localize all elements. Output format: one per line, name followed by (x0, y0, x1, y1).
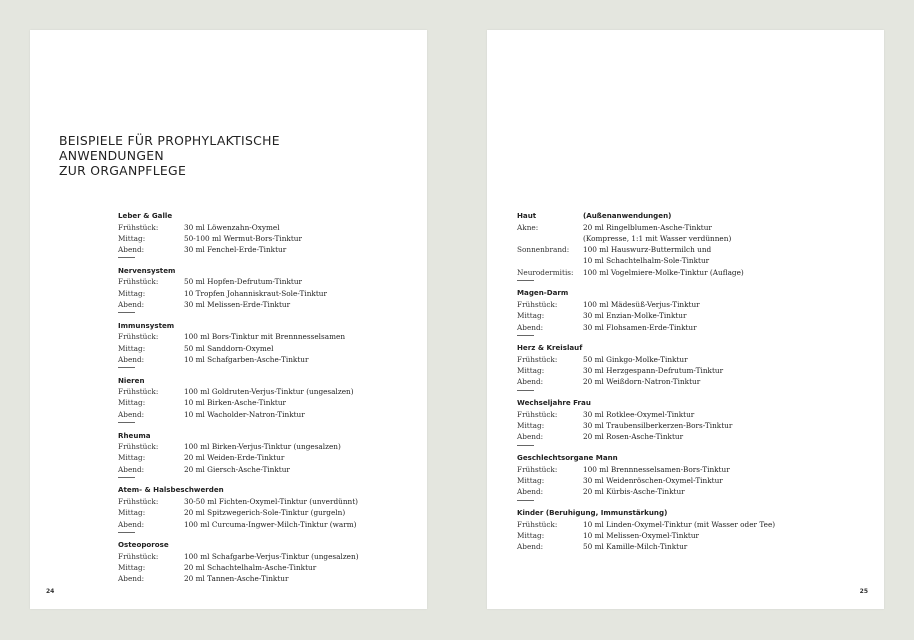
dosage-value: 50 ml Sanddorn-Oxymel (184, 343, 274, 353)
title-line: ANWENDUNGEN (59, 148, 164, 163)
section-heading (517, 342, 882, 354)
dosage-time-label: Frühstück: (517, 409, 558, 419)
section (118, 210, 418, 258)
dosage-value: 20 ml Tannen-Asche-Tinktur (184, 574, 289, 584)
dosage-value: 20 ml Giersch-Asche-Tinktur (184, 464, 290, 474)
dosage-row (517, 431, 882, 442)
dosage-time-label: Mittag: (118, 233, 146, 243)
dosage-time-label: Frühstück: (517, 519, 558, 529)
section-heading-text: Haut (517, 211, 537, 220)
dosage-row (517, 475, 882, 486)
dosage-row (118, 507, 418, 518)
dosage-value: 10 ml Schachtelhalm-Sole-Tinktur (583, 256, 710, 266)
dosage-time-label: Mittag: (118, 343, 146, 353)
dosage-row (517, 541, 882, 552)
dosage-value: 10 Tropfen Johanniskraut-Sole-Tinktur (184, 288, 327, 298)
dosage-value: 30 ml Melissen-Erde-Tinktur (184, 299, 291, 309)
dosage-row (118, 464, 418, 475)
dosage-time-label: Abend: (118, 574, 145, 584)
dosage-time-label: Akne: (517, 222, 539, 232)
section-heading-text: Immunsystem (118, 320, 175, 330)
dosage-row (118, 299, 418, 310)
dosage-row (118, 551, 418, 562)
section-divider (118, 532, 135, 533)
dosage-row (118, 276, 418, 287)
dosage-row (517, 486, 882, 497)
dosage-value: 100 ml Curcuma-Ingwer-Milch-Tinktur (warm) (184, 519, 357, 529)
dosage-value: 20 ml Schachtelhalm-Asche-Tinktur (184, 563, 317, 573)
dosage-time-label: Abend: (118, 354, 145, 364)
dosage-value: 20 ml Weißdorn-Natron-Tinktur (583, 377, 701, 387)
dosage-time-label: Abend: (517, 432, 544, 442)
dosage-time-label: Frühstück: (118, 277, 159, 287)
dosage-row (517, 267, 882, 278)
section (517, 397, 882, 445)
dosage-time-label: Abend: (517, 322, 544, 332)
dosage-value: 50 ml Ginkgo-Molke-Tinktur (583, 354, 688, 364)
dosage-row (517, 233, 882, 244)
dosage-time-label: Frühstück: (118, 332, 159, 342)
dosage-row (118, 562, 418, 573)
dosage-time-label: Abend: (118, 245, 145, 255)
dosage-value: 10 ml Wacholder-Natron-Tinktur (184, 409, 305, 419)
dosage-row (118, 409, 418, 420)
dosage-value: 100 ml Hauswurz-Buttermilch und (583, 245, 712, 255)
dosage-time-label: Frühstück: (118, 387, 159, 397)
dosage-row (517, 322, 882, 333)
section (517, 342, 882, 390)
dosage-time-label: Mittag: (517, 311, 545, 321)
dosage-row (118, 288, 418, 299)
dosage-value: 20 ml Kürbis-Asche-Tinktur (583, 487, 685, 497)
dosage-value: 30 ml Weidenröschen-Oxymel-Tinktur (583, 475, 723, 485)
section-heading (517, 287, 882, 299)
dosage-time-label: Mittag: (118, 563, 146, 573)
dosage-time-label: Abend: (517, 487, 544, 497)
dosage-row (517, 354, 882, 365)
dosage-row (517, 519, 882, 530)
dosage-row (517, 365, 882, 376)
section (118, 320, 418, 368)
section (118, 265, 418, 313)
section-divider (517, 390, 534, 391)
dosage-value: 100 ml Brennnesselsamen-Bors-Tinktur (583, 464, 730, 474)
dosage-row (517, 255, 882, 266)
dosage-time-label: Mittag: (118, 398, 146, 408)
dosage-time-label: Frühstück: (517, 354, 558, 364)
section-heading-text: Geschlechtsorgane Mann (517, 453, 618, 463)
dosage-row (517, 420, 882, 431)
dosage-time-label: Abend: (517, 542, 544, 552)
section-heading-text: Atem- & Halsbeschwerden (118, 485, 224, 495)
section-heading-note: (Außenanwendungen) (583, 211, 672, 220)
dosage-value: 20 ml Ringelblumen-Asche-Tinktur (583, 222, 712, 232)
section (118, 539, 418, 584)
dosage-value: 30 ml Enzian-Molke-Tinktur (583, 311, 687, 321)
section-divider (118, 422, 135, 423)
dosage-row (118, 343, 418, 354)
dosage-value: 100 ml Schafgarbe-Verjus-Tinktur (ungesalzen) (184, 551, 359, 561)
dosage-row (517, 299, 882, 310)
dosage-time-label: Mittag: (118, 508, 146, 518)
dosage-time-label: Mittag: (517, 421, 545, 431)
dosage-time-label: Abend: (517, 377, 544, 387)
title-line: BEISPIELE FÜR PROPHYLAKTISCHE (59, 133, 280, 148)
dosage-value: 100 ml Bors-Tinktur mit Brennnesselsamen (184, 332, 346, 342)
dosage-row (517, 409, 882, 420)
dosage-value: 30 ml Fenchel-Erde-Tinktur (184, 245, 287, 255)
dosage-value: 30 ml Traubensilberkerzen-Bors-Tinktur (583, 421, 733, 431)
dosage-time-label: Frühstück: (517, 299, 558, 309)
dosage-row (118, 386, 418, 397)
section-heading (118, 484, 418, 496)
page-title (59, 133, 280, 178)
section-heading (118, 430, 418, 442)
dosage-value: 50 ml Hopfen-Defrutum-Tinktur (184, 277, 303, 287)
dosage-row (118, 496, 418, 507)
dosage-row (517, 244, 882, 255)
dosage-row (517, 376, 882, 387)
section-heading-text: Nieren (118, 375, 145, 385)
section-divider (517, 500, 534, 501)
page-number: 25 (859, 588, 868, 595)
left-page (30, 30, 427, 609)
dosage-row (118, 397, 418, 408)
right-column (517, 210, 882, 559)
dosage-time-label: Mittag: (517, 366, 545, 376)
dosage-row (118, 222, 418, 233)
dosage-value: 100 ml Vogelmiere-Molke-Tinktur (Auflage) (583, 267, 744, 277)
section-divider (517, 335, 534, 336)
dosage-time-label: Mittag: (517, 530, 545, 540)
dosage-time-label: Frühstück: (118, 551, 159, 561)
section-heading (118, 320, 418, 332)
section-heading-text: Nervensystem (118, 265, 176, 275)
dosage-time-label: Frühstück: (118, 442, 159, 452)
dosage-time-label: Abend: (118, 409, 145, 419)
section-heading-text: Herz & Kreislauf (517, 343, 583, 353)
section-heading-text: Osteoporose (118, 540, 169, 550)
dosage-time-label: Abend: (118, 299, 145, 309)
title-line: ZUR ORGANPFLEGE (59, 163, 187, 178)
section-heading (118, 210, 418, 222)
dosage-value: 20 ml Rosen-Asche-Tinktur (583, 432, 684, 442)
section-divider (517, 445, 534, 446)
section-heading (517, 452, 882, 464)
section-heading-text: Kinder (Beruhigung, Immunstärkung) (517, 508, 668, 518)
dosage-value: (Kompresse, 1:1 mit Wasser verdünnen) (583, 233, 732, 243)
section-divider (517, 280, 534, 281)
dosage-row (118, 244, 418, 255)
section-heading-text: Leber & Galle (118, 211, 173, 220)
dosage-time-label: Sonnenbrand: (517, 245, 570, 255)
section-heading-text: Magen-Darm (517, 288, 569, 298)
dosage-value: 10 ml Schafgarben-Asche-Tinktur (184, 354, 309, 364)
dosage-value: 30 ml Löwenzahn-Oxymel (184, 222, 280, 232)
section-heading (118, 375, 418, 387)
dosage-row (118, 573, 418, 584)
dosage-row (517, 530, 882, 541)
section-heading (118, 265, 418, 277)
dosage-time-label: Frühstück: (517, 464, 558, 474)
section-heading-text: Rheuma (118, 430, 151, 440)
dosage-value: 100 ml Birken-Verjus-Tinktur (ungesalzen) (184, 442, 341, 452)
dosage-time-label: Abend: (118, 519, 145, 529)
dosage-value: 50 ml Kamille-Milch-Tinktur (583, 542, 688, 552)
dosage-value: 50-100 ml Wermut-Bors-Tinktur (184, 233, 302, 243)
dosage-row (118, 331, 418, 342)
section (517, 287, 882, 335)
dosage-value: 30 ml Flohsamen-Erde-Tinktur (583, 322, 697, 332)
dosage-value: 10 ml Birken-Asche-Tinktur (184, 398, 287, 408)
dosage-value: 20 ml Spitzwegerich-Sole-Tinktur (gurgeln) (184, 508, 346, 518)
section-divider (118, 477, 135, 478)
dosage-row (118, 233, 418, 244)
dosage-time-label: Mittag: (517, 475, 545, 485)
dosage-row (517, 310, 882, 321)
dosage-value: 30 ml Herzgespann-Defrutum-Tinktur (583, 366, 724, 376)
dosage-row (517, 222, 882, 233)
dosage-row (118, 452, 418, 463)
dosage-value: 10 ml Melissen-Oxymel-Tinktur (583, 530, 700, 540)
section (118, 430, 418, 478)
section-divider (118, 312, 135, 313)
dosage-time-label: Neurodermitis: (517, 267, 574, 277)
section (517, 210, 882, 281)
section (118, 375, 418, 423)
dosage-time-label: Frühstück: (118, 496, 159, 506)
dosage-row (118, 441, 418, 452)
section-heading (517, 397, 882, 409)
dosage-value: 30 ml Rotklee-Oxymel-Tinktur (583, 409, 695, 419)
dosage-time-label: Abend: (118, 464, 145, 474)
dosage-value: 30-50 ml Fichten-Oxymel-Tinktur (unverdünnt) (184, 496, 359, 506)
left-column (118, 210, 418, 591)
dosage-value: 10 ml Linden-Oxymel-Tinktur (mit Wasser oder Tee) (583, 519, 776, 529)
dosage-time-label: Frühstück: (118, 222, 159, 232)
dosage-time-label: Mittag: (118, 453, 146, 463)
section-heading (118, 539, 418, 551)
section-divider (118, 367, 135, 368)
page-number: 24 (46, 588, 55, 595)
section-heading (517, 210, 882, 222)
dosage-time-label: Mittag: (118, 288, 146, 298)
section (118, 484, 418, 532)
dosage-value: 20 ml Weiden-Erde-Tinktur (184, 453, 285, 463)
section-heading (517, 507, 882, 519)
dosage-row (118, 354, 418, 365)
section-heading-text: Wechseljahre Frau (517, 398, 591, 408)
section-divider (118, 257, 135, 258)
section (517, 452, 882, 500)
dosage-value: 100 ml Goldruten-Verjus-Tinktur (ungesalzen) (184, 387, 354, 397)
dosage-row (517, 464, 882, 475)
dosage-row (118, 519, 418, 530)
dosage-value: 100 ml Mädesüß-Verjus-Tinktur (583, 299, 700, 309)
section (517, 507, 882, 552)
right-page (487, 30, 884, 609)
